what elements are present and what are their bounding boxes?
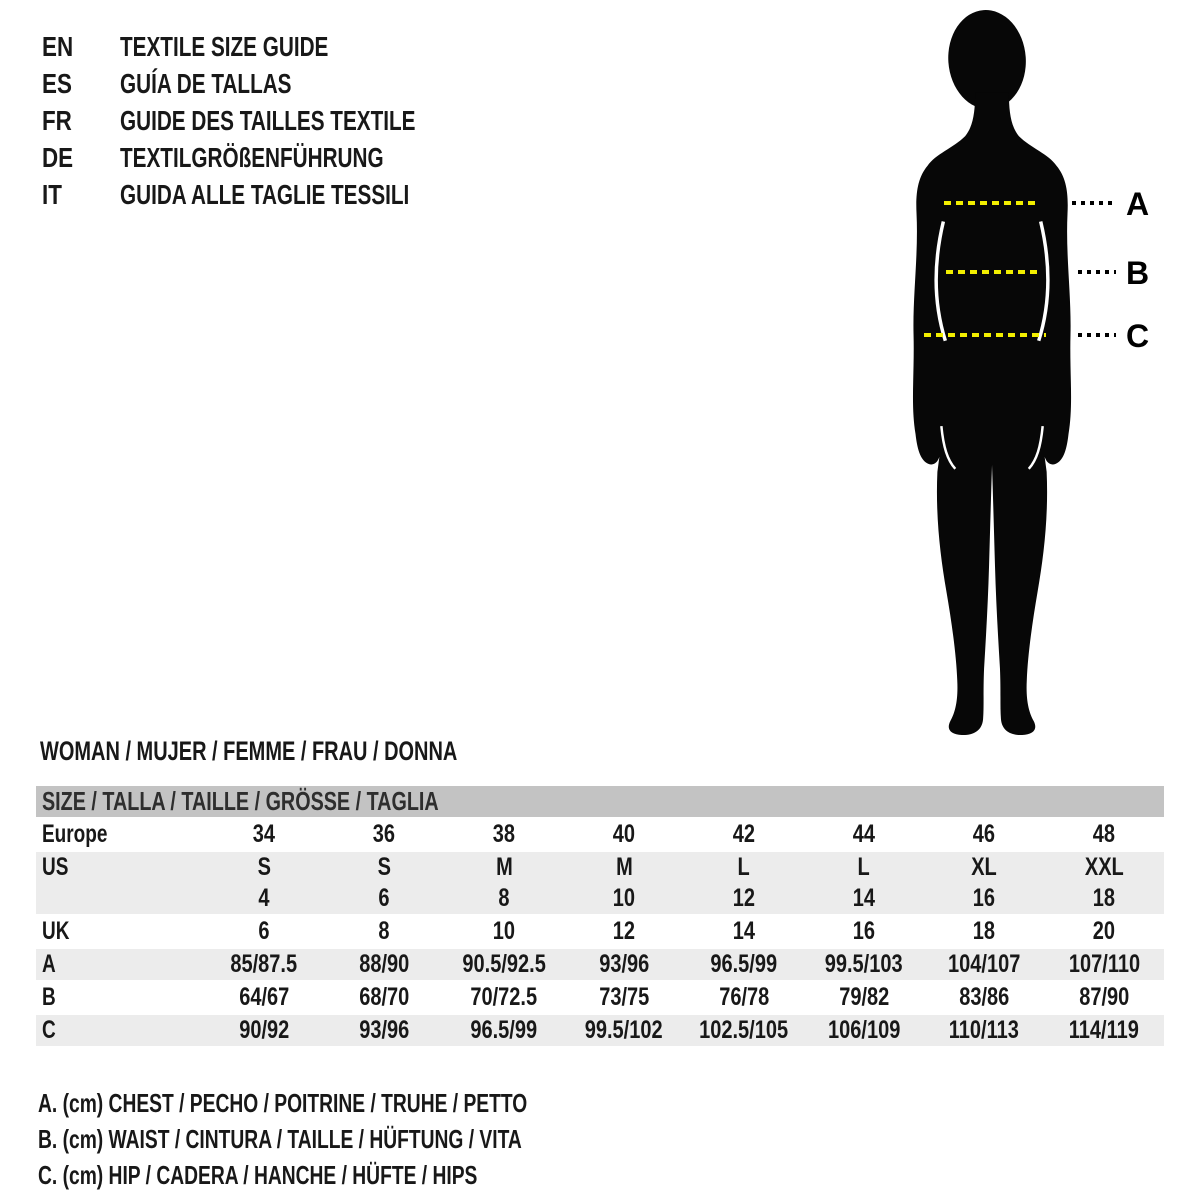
table-cell: 96.5/99: [710, 950, 778, 978]
language-code: IT: [42, 178, 62, 210]
guide-title: GUIDE DES TAILLES TEXTILE: [120, 104, 416, 136]
table-cell: 10: [612, 884, 636, 912]
table-cell: S: [257, 853, 271, 881]
table-row: [36, 916, 1164, 947]
table-row-label: [36, 883, 204, 914]
table-cell: 34: [252, 820, 276, 848]
table-cell: M: [495, 853, 513, 881]
table-row: [36, 852, 1164, 883]
legend-line: C. (cm) HIP / CADERA / HANCHE / HÜFTE / HIPS: [38, 1160, 478, 1190]
table-row: [36, 819, 1164, 850]
guide-title: TEXTILGRÖßENFÜHRUNG: [120, 141, 384, 173]
table-row: [36, 982, 1164, 1013]
table-cell: 64/67: [238, 983, 290, 1011]
language-code: ES: [42, 67, 72, 99]
table-cell: 88/90: [358, 950, 410, 978]
table-cell: 68/70: [358, 983, 410, 1011]
table-cell: 76/78: [718, 983, 770, 1011]
table-cell: 99.5/103: [825, 950, 903, 978]
legend-line: A. (cm) CHEST / PECHO / POITRINE / TRUHE / PETTO: [38, 1088, 528, 1118]
table-cell: 12: [612, 917, 636, 945]
table-row-label: B: [42, 983, 56, 1011]
language-code: FR: [42, 104, 72, 136]
table-row-label: US: [42, 853, 69, 881]
silhouette-body: [913, 92, 1071, 735]
table-cell: 8: [378, 917, 390, 945]
table-row: [36, 1015, 1164, 1046]
language-code: DE: [42, 141, 74, 173]
language-row: [42, 176, 519, 213]
guide-title: GUIDA ALLE TAGLIE TESSILI: [120, 178, 410, 210]
table-cell: L: [857, 853, 871, 881]
measure-line-c-leader: [1078, 333, 1116, 337]
table-cell: 18: [1092, 884, 1116, 912]
section-title: WOMAN / MUJER / FEMME / FRAU / DONNA: [40, 736, 458, 766]
table-cell: 16: [972, 884, 996, 912]
table-cell: 79/82: [838, 983, 890, 1011]
table-cell: M: [615, 853, 633, 881]
table-cell: 10: [492, 917, 516, 945]
table-cell: XL: [971, 853, 997, 881]
table-cell: 40: [612, 820, 636, 848]
measure-legend: [38, 1085, 699, 1193]
guide-title: GUÍA DE TALLAS: [120, 67, 292, 99]
size-table-body: [36, 819, 1164, 1046]
table-row-label: C: [42, 1016, 56, 1044]
table-cell: 107/110: [1068, 950, 1140, 978]
table-cell: XXL: [1084, 853, 1124, 881]
table-row-label: UK: [42, 917, 70, 945]
language-row: [42, 65, 519, 102]
table-cell: 48: [1092, 820, 1116, 848]
table-cell: 6: [258, 917, 270, 945]
table-cell: 104/107: [947, 950, 1021, 978]
table-cell: 14: [732, 917, 756, 945]
measure-label-c: C: [1126, 318, 1150, 354]
table-row: [36, 883, 1164, 914]
language-row: [42, 28, 519, 65]
table-cell: 102.5/105: [699, 1016, 789, 1044]
table-row-label: Europe: [42, 820, 108, 848]
language-row: [42, 139, 519, 176]
legend-line: B. (cm) WAIST / CINTURA / TAILLE / HÜFTUNG / VITA: [38, 1124, 522, 1154]
table-cell: L: [737, 853, 751, 881]
table-cell: 38: [492, 820, 516, 848]
table-cell: 14: [852, 884, 876, 912]
table-cell: 90.5/92.5: [462, 950, 546, 978]
table-cell: 46: [972, 820, 996, 848]
measure-line-a-leader: [1072, 201, 1114, 205]
table-row-label: A: [42, 950, 56, 978]
table-cell: S: [377, 853, 391, 881]
table-cell: 96.5/99: [470, 1016, 538, 1044]
size-table-header: [36, 786, 1164, 817]
measure-label-b: B: [1126, 255, 1150, 291]
measure-line-a-dash: [944, 201, 1040, 205]
table-cell: 73/75: [598, 983, 650, 1011]
language-row: [42, 102, 519, 139]
table-cell: 99.5/102: [585, 1016, 663, 1044]
table-cell: 12: [732, 884, 756, 912]
measure-line-b-leader: [1078, 270, 1116, 274]
table-cell: 20: [1092, 917, 1116, 945]
language-title-list: [42, 28, 519, 213]
table-cell: 106/109: [827, 1016, 901, 1044]
size-table-header-label: SIZE / TALLA / TAILLE / GRÖSSE / TAGLIA: [42, 786, 439, 816]
table-cell: 4: [258, 884, 270, 912]
table-cell: 6: [378, 884, 390, 912]
table-cell: 114/119: [1068, 1016, 1140, 1044]
table-cell: 85/87.5: [230, 950, 298, 978]
table-cell: 36: [372, 820, 396, 848]
table-row: [36, 949, 1164, 980]
woman-silhouette: [895, 5, 1095, 740]
size-table: [36, 786, 1164, 1046]
table-cell: 42: [732, 820, 756, 848]
measure-label-a: A: [1126, 186, 1150, 222]
guide-title: TEXTILE SIZE GUIDE: [120, 30, 329, 62]
measure-line-b-dash: [946, 270, 1038, 274]
table-cell: 90/92: [238, 1016, 290, 1044]
table-cell: 18: [972, 917, 996, 945]
table-cell: 93/96: [598, 950, 650, 978]
language-code: EN: [42, 30, 74, 62]
table-cell: 87/90: [1078, 983, 1130, 1011]
table-cell: 83/86: [958, 983, 1010, 1011]
measure-line-c-dash: [924, 333, 1046, 337]
table-cell: 93/96: [358, 1016, 410, 1044]
table-cell: 8: [498, 884, 510, 912]
table-cell: 70/72.5: [470, 983, 538, 1011]
table-cell: 110/113: [948, 1016, 1020, 1044]
table-cell: 16: [852, 917, 876, 945]
table-cell: 44: [852, 820, 876, 848]
